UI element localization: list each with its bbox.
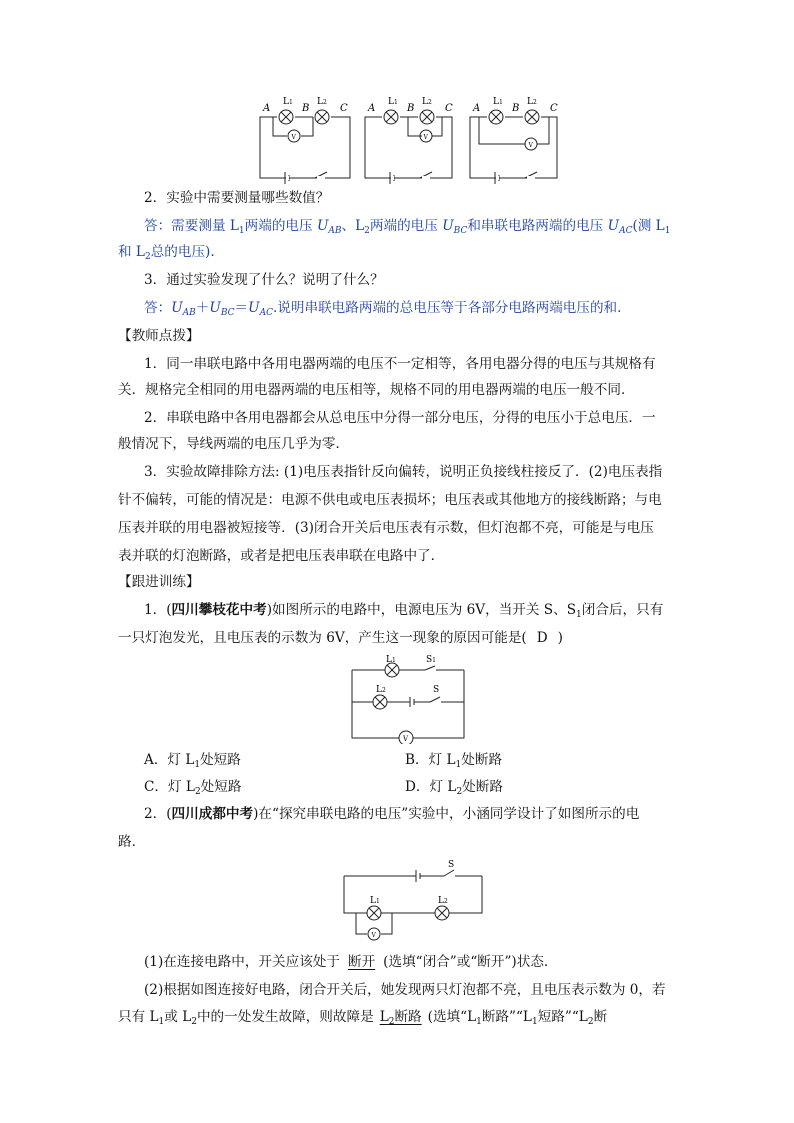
source-tag: 四川成都中考 [171, 806, 254, 822]
practice-q2-line1: 2．(四川成都中考)在“探究串联电路的电压”实验中，小涵同学设计了如图所示的电 [144, 806, 640, 822]
circuit-a [260, 110, 350, 184]
label-c-L1: L1 [493, 97, 503, 107]
label-a-A: A [263, 103, 271, 114]
sub1-answer: 断开 [347, 954, 376, 970]
question-3: 3．通过实验发现了什么？说明了什么？ [144, 272, 384, 288]
voltmeter-c: V [528, 142, 533, 149]
sub2-answer: $L_2$断路 [379, 1009, 422, 1027]
practice-q2-sub1: (1)在连接电路中，开关应该处于 断开 (选填“闭合”或“断开”)状态． [144, 954, 558, 970]
practice-q1-line1: 1．(四川攀枝花中考)如图所示的电路中，电源电压为 6V，当开关 S、$S_1$闭合后，只有 [144, 602, 664, 620]
answer-3: 答：$U_{AB}+U_{BC}=U_{AC}$.说明串联电路两端的总电压等于各部分电路两端电压的和. [144, 300, 622, 318]
label-a-B: B [302, 103, 310, 114]
answer-2-line2: 和 $L_2$总的电压). [118, 244, 215, 262]
teacher-heading: 【教师点拨】 [118, 328, 200, 344]
practice-q2-line2: 路． [118, 834, 146, 850]
option-d: D．灯 $L_2$处断路 [405, 779, 503, 797]
practice-heading: 【跟进训练】 [118, 574, 200, 590]
circuit-b [365, 110, 452, 184]
practice-q2-sub2a: (2)根据如图连接好电路，闭合开关后，她发现两只灯泡都不亮，且电压表示数为 0，若 [144, 982, 666, 998]
label-c-C: C [550, 103, 558, 114]
teacher-p3b: 针不偏转，可能的情况是：电源不供电或电压表损坏；电压表或其他地方的接线断路；与电 [118, 492, 662, 508]
answer-label: 答 [144, 300, 158, 316]
teacher-p1a: 1．同一串联电路中各用电器两端的电压不一定相等，各用电器分得的电压与其规格有 [144, 356, 656, 372]
label-c-A: A [473, 103, 481, 114]
label-L1: L1 [370, 896, 380, 906]
label-c-L2: L2 [527, 97, 537, 107]
source-tag: 四川攀枝花中考 [171, 602, 267, 618]
label-a-C: C [340, 103, 348, 114]
label-b-B: B [407, 103, 415, 114]
circuit-c [470, 110, 557, 184]
teacher-p3d: 表并联的灯泡断路，或者是把电压表串联在电路中了． [118, 548, 445, 564]
voltmeter-q2: V [371, 932, 376, 939]
label-L2: L2 [376, 685, 386, 695]
label-S1: S1 [426, 655, 436, 665]
label-a-L1: L1 [283, 97, 293, 107]
option-b: B．灯 $L_1$处断路 [405, 752, 503, 770]
teacher-p3a: 3．实验故障排除方法: (1)电压表指针反向偏转，说明正负接线柱接反了．(2)电压表指 [144, 464, 663, 480]
label-S: S [448, 860, 455, 870]
label-b-L1: L1 [388, 97, 398, 107]
teacher-p2b: 般情况下，导线两端的电压几乎为零． [118, 436, 350, 452]
practice-q1-line2: 一只灯泡发光，且电压表的示数为 6V，产生这一现象的原因可能是( D ) [118, 630, 563, 646]
option-a: A．灯 $L_1$处短路 [144, 752, 241, 770]
teacher-p1b: 关．规格完全相同的用电器两端的电压相等，规格不同的用电器两端的电压一般不同． [118, 382, 635, 398]
circuit-figure-q2 [334, 856, 489, 946]
label-b-L2: L2 [422, 97, 432, 107]
circuit-figure-top [255, 92, 560, 187]
answer-label: 答 [144, 218, 158, 234]
question-2: 2．实验中需要测量哪些数值？ [144, 190, 330, 206]
label-b-C: C [445, 103, 453, 114]
voltmeter-q1: V [403, 735, 409, 743]
label-L2: L2 [438, 896, 448, 906]
option-c: C．灯 $L_2$处短路 [144, 779, 242, 797]
answer-2-line1: 答：需要测量 $L_1$两端的电压 $U_{AB}$、$L_2$两端的电压 $U_{BC}$和串联电路两端的电压 $U_{AC}$(测 $L_1$ [144, 218, 671, 236]
circuit-figure-q1 [340, 652, 475, 744]
teacher-p2a: 2．串联电路中各用电器都会从总电压中分得一部分电压，分得的电压小于总电压．一 [144, 410, 656, 426]
label-S: S [433, 685, 440, 695]
label-c-B: B [512, 103, 520, 114]
label-a-L2: L2 [317, 97, 327, 107]
q1-answer: D [536, 630, 548, 646]
practice-q2-sub2b: 只有 $L_1$或 $L_2$中的一处发生故障，则故障是 $L_2$断路 (选填“$L_1$断路$”“L_1$短路$”“L_2$断 [118, 1009, 608, 1027]
voltmeter-a: V [291, 134, 296, 141]
teacher-p3c: 压表并联的用电器被短接等．(3)闭合开关后电压表有示数，但灯泡都不亮，可能是与电压 [118, 520, 654, 536]
label-L1: L1 [386, 655, 396, 665]
voltmeter-b: V [423, 134, 428, 141]
label-b-A: A [368, 103, 376, 114]
